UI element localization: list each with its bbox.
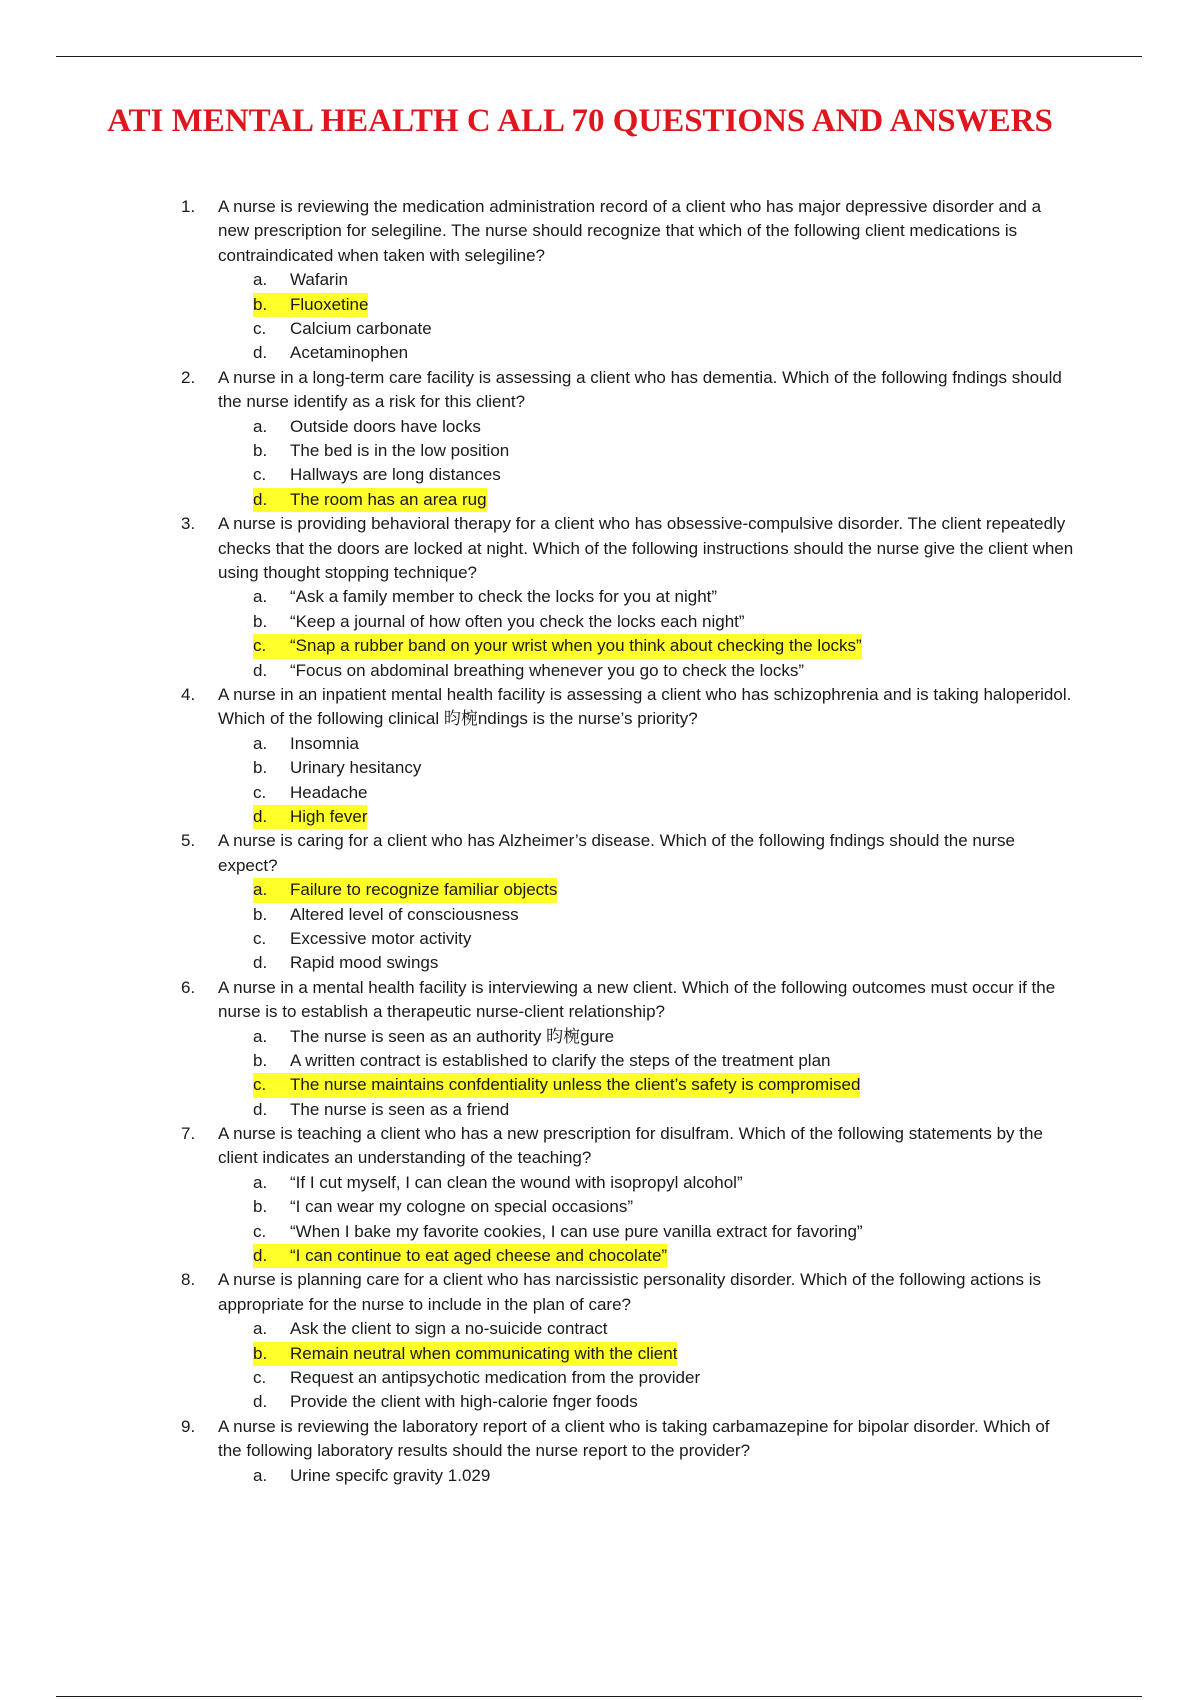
option-text: “If I cut myself, I can clean the wound with isopropyl alcohol” bbox=[290, 1172, 743, 1192]
option-text: Hallways are long distances bbox=[290, 465, 501, 485]
answer-option bbox=[0, 341, 1200, 365]
answer-option bbox=[0, 1220, 1200, 1244]
answer-option bbox=[0, 1464, 1200, 1488]
answer-option bbox=[0, 317, 1200, 341]
option-letter: b. bbox=[253, 1197, 268, 1217]
answer-option-correct bbox=[0, 878, 1200, 902]
question-item bbox=[0, 366, 1200, 512]
question-text: A nurse is reviewing the medication administration record of a client who has major depressive disorder and a new prescription for selegiline. The nurse should recognize that which of the following client medications is contraindicated when taken with selegiline? bbox=[218, 197, 1042, 265]
option-letter: d. bbox=[253, 805, 293, 829]
option-letter: a. bbox=[253, 270, 268, 290]
option-text: Failure to recognize familiar objects bbox=[290, 878, 557, 902]
question-number: 6. bbox=[181, 977, 196, 997]
option-letter: b. bbox=[253, 1050, 268, 1070]
question-item bbox=[0, 1268, 1200, 1414]
answer-option bbox=[0, 1195, 1200, 1219]
bottom-rule bbox=[56, 1696, 1142, 1697]
top-rule bbox=[56, 56, 1142, 57]
option-letter: d. bbox=[253, 660, 268, 680]
answer-options bbox=[0, 732, 1200, 830]
answer-option-correct bbox=[0, 488, 1200, 512]
option-letter: a. bbox=[253, 416, 268, 436]
answer-option bbox=[0, 1366, 1200, 1390]
option-letter: a. bbox=[253, 1026, 268, 1046]
question-item bbox=[0, 195, 1200, 366]
option-letter: d. bbox=[253, 953, 268, 973]
option-letter: a. bbox=[253, 587, 268, 607]
answer-option bbox=[0, 781, 1200, 805]
answer-option-correct bbox=[0, 293, 1200, 317]
option-letter: d. bbox=[253, 488, 293, 512]
option-text: Provide the client with high-calorie fnger foods bbox=[290, 1392, 638, 1412]
option-letter: a. bbox=[253, 1465, 268, 1485]
question-number: 2. bbox=[181, 367, 196, 387]
answer-option bbox=[0, 927, 1200, 951]
option-text: “When I bake my favorite cookies, I can use pure vanilla extract for favoring” bbox=[290, 1221, 863, 1241]
option-letter: d. bbox=[253, 1392, 268, 1412]
option-text: Acetaminophen bbox=[290, 343, 409, 363]
question-item bbox=[0, 683, 1200, 829]
answer-option bbox=[0, 439, 1200, 463]
option-text: Altered level of consciousness bbox=[290, 904, 519, 924]
answer-options bbox=[0, 1171, 1200, 1269]
option-letter: d. bbox=[253, 1244, 293, 1268]
option-letter: b. bbox=[253, 1342, 293, 1366]
question-number: 9. bbox=[181, 1416, 196, 1436]
answer-option bbox=[0, 951, 1200, 975]
question-text: A nurse is teaching a client who has a new prescription for disulfram. Which of the following statements by the client indicates an understanding of the teaching? bbox=[218, 1124, 1043, 1168]
answer-option bbox=[0, 415, 1200, 439]
option-letter: c. bbox=[253, 1073, 292, 1097]
answer-options bbox=[0, 585, 1200, 683]
option-text: Excessive motor activity bbox=[290, 928, 472, 948]
option-text: The bed is in the low position bbox=[290, 440, 510, 460]
question-text: A nurse in a long-term care facility is assessing a client who has dementia. Which of the following fndings should the nurse identify as a risk for this client? bbox=[218, 367, 1062, 412]
answer-options bbox=[0, 878, 1200, 976]
option-text: Urine specifc gravity 1.029 bbox=[290, 1465, 491, 1485]
question-item bbox=[0, 829, 1200, 975]
option-text: Remain neutral when communicating with the client bbox=[290, 1342, 677, 1366]
answer-option bbox=[0, 659, 1200, 683]
answer-option bbox=[0, 1025, 1200, 1049]
option-letter: c. bbox=[253, 1221, 267, 1241]
option-text: Ask the client to sign a no-suicide contract bbox=[290, 1319, 608, 1339]
option-text: High fever bbox=[290, 805, 367, 829]
question-text: A nurse is caring for a client who has Alzheimer’s disease. Which of the following fndings should the nurse expect? bbox=[218, 831, 1015, 875]
option-letter: a. bbox=[253, 878, 293, 902]
answer-option-correct bbox=[0, 1073, 1200, 1097]
answer-option bbox=[0, 1049, 1200, 1073]
option-text: Headache bbox=[290, 782, 368, 802]
answer-option bbox=[0, 1171, 1200, 1195]
document-title: ATI MENTAL HEALTH C ALL 70 QUESTIONS AND ANSWERS bbox=[107, 103, 1053, 139]
option-text: The room has an area rug bbox=[290, 488, 487, 512]
question-item bbox=[0, 512, 1200, 683]
option-letter: c. bbox=[253, 928, 267, 948]
option-letter: b. bbox=[253, 758, 268, 778]
question-number: 8. bbox=[181, 1270, 196, 1290]
answer-option bbox=[0, 1317, 1200, 1341]
option-letter: a. bbox=[253, 1172, 268, 1192]
option-text: Insomnia bbox=[290, 733, 359, 753]
option-letter: c. bbox=[253, 634, 292, 658]
option-letter: a. bbox=[253, 733, 268, 753]
question-number: 1. bbox=[181, 197, 196, 216]
question-number: 5. bbox=[181, 831, 196, 851]
option-letter: d. bbox=[253, 1099, 268, 1119]
question-text: A nurse in a mental health facility is interviewing a new client. Which of the following outcomes must occur if the nurse is to establish a therapeutic nurse-client relationship? bbox=[218, 977, 1056, 1022]
option-text: A written contract is established to clarify the steps of the treatment plan bbox=[290, 1050, 831, 1070]
option-text: Request an antipsychotic medication from the provider bbox=[290, 1368, 701, 1388]
answer-option bbox=[0, 463, 1200, 487]
option-text: The nurse is seen as an authority 昀椀gure bbox=[290, 1026, 615, 1046]
answer-option bbox=[0, 585, 1200, 609]
option-text: Calcium carbonate bbox=[290, 319, 432, 338]
answer-option-correct bbox=[0, 1244, 1200, 1268]
answer-option bbox=[0, 1098, 1200, 1122]
answer-options bbox=[0, 1317, 1200, 1415]
option-letter: b. bbox=[253, 293, 293, 317]
question-item bbox=[0, 1415, 1200, 1488]
option-text: “Focus on abdominal breathing whenever you go to check the locks” bbox=[290, 660, 805, 680]
option-text: Urinary hesitancy bbox=[290, 758, 422, 778]
option-text: Rapid mood swings bbox=[290, 953, 439, 973]
answer-option-correct bbox=[0, 805, 1200, 829]
answer-options bbox=[0, 415, 1200, 513]
answer-option bbox=[0, 903, 1200, 927]
option-letter: c. bbox=[253, 465, 267, 485]
option-letter: b. bbox=[253, 904, 268, 924]
option-letter: c. bbox=[253, 782, 267, 802]
option-letter: b. bbox=[253, 440, 268, 460]
option-letter: a. bbox=[253, 1319, 268, 1339]
answer-option-correct bbox=[0, 634, 1200, 658]
question-text: A nurse in an inpatient mental health facility is assessing a client who has schizophrenia and is taking haloperidol. Which of the following clinical 昀椀ndings is the nurse’s priority? bbox=[218, 684, 1072, 729]
question-item bbox=[0, 976, 1200, 1122]
answer-options bbox=[0, 1464, 1200, 1488]
option-text: “I can wear my cologne on special occasions” bbox=[290, 1197, 633, 1217]
option-text: “I can continue to eat aged cheese and chocolate” bbox=[290, 1244, 667, 1268]
option-letter: d. bbox=[253, 343, 268, 363]
question-text: A nurse is reviewing the laboratory report of a client who is taking carbamazepine for bipolar disorder. Which of the following laboratory results should the nurse report to the provider? bbox=[218, 1416, 1050, 1461]
answer-option bbox=[0, 732, 1200, 756]
answer-option bbox=[0, 756, 1200, 780]
answer-options bbox=[0, 268, 1200, 366]
option-letter: c. bbox=[253, 1368, 267, 1388]
option-text: “Keep a journal of how often you check the locks each night” bbox=[290, 611, 745, 631]
question-text: A nurse is planning care for a client who has narcissistic personality disorder. Which of the following actions is appropriate for the nurse to include in the plan of care? bbox=[218, 1270, 1042, 1314]
answer-option bbox=[0, 1390, 1200, 1414]
answer-option bbox=[0, 268, 1200, 292]
option-text: Fluoxetine bbox=[290, 293, 368, 317]
question-item bbox=[0, 1122, 1200, 1268]
answer-option-correct bbox=[0, 1342, 1200, 1366]
option-text: The nurse maintains confdentiality unless the client’s safety is compromised bbox=[290, 1073, 860, 1097]
question-list bbox=[0, 195, 1200, 1488]
option-text: The nurse is seen as a friend bbox=[290, 1099, 510, 1119]
question-number: 3. bbox=[181, 514, 196, 534]
answer-options bbox=[0, 1025, 1200, 1123]
option-text: “Ask a family member to check the locks for you at night” bbox=[290, 587, 718, 607]
option-text: “Snap a rubber band on your wrist when you think about checking the locks” bbox=[290, 634, 862, 658]
option-letter: c. bbox=[253, 319, 267, 338]
question-number: 4. bbox=[181, 684, 196, 704]
option-letter: b. bbox=[253, 611, 268, 631]
answer-option bbox=[0, 610, 1200, 634]
option-text: Wafarin bbox=[290, 270, 348, 290]
option-text: Outside doors have locks bbox=[290, 416, 481, 436]
question-number: 7. bbox=[181, 1124, 196, 1144]
question-text: A nurse is providing behavioral therapy for a client who has obsessive-compulsive disorder. The client repeatedly checks that the doors are locked at night. Which of the following instructions should the nurse give the client when using thought stopping technique? bbox=[218, 514, 1074, 582]
